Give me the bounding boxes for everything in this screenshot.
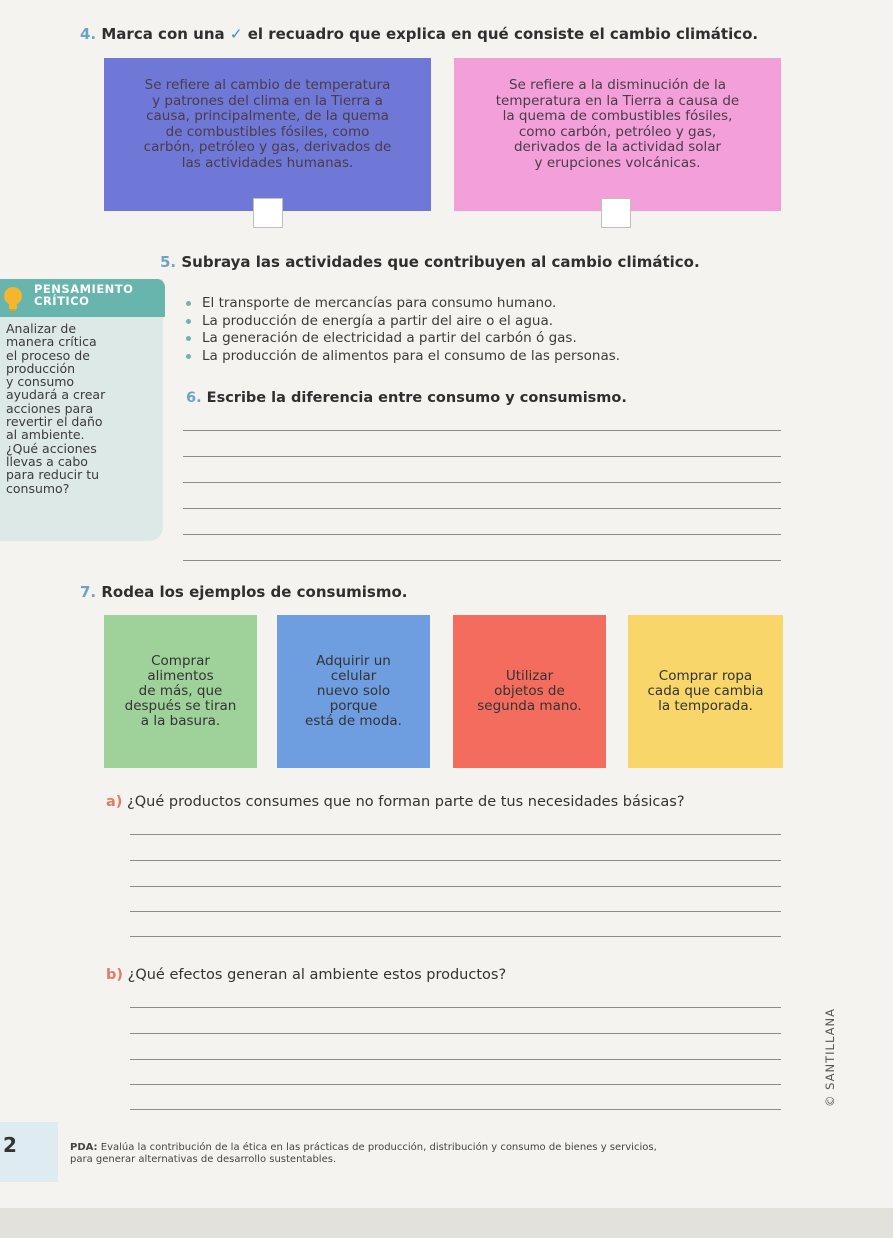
card-text-line: Comprar ropa: [658, 668, 753, 684]
card-text-line: porque: [329, 698, 378, 714]
pda-text: para generar alternativas de desarrollo sustentables.: [70, 1154, 337, 1165]
answer-line[interactable]: [130, 886, 781, 887]
critical-thinking-title: [34, 283, 133, 307]
consumption-card-second-hand[interactable]: [453, 615, 606, 768]
lightbulb-icon: [2, 286, 24, 312]
answer-line[interactable]: [130, 860, 781, 861]
question-number: 4.: [80, 25, 97, 43]
list-item[interactable]: La producción de alimentos para el consumo de las personas.: [186, 348, 620, 366]
option-text-line: Se refiere al cambio de temperatura: [144, 77, 391, 93]
answer-line[interactable]: [183, 534, 781, 535]
card-text-line: nuevo solo: [316, 683, 391, 699]
option-text-line: derivados de la actividad solar: [513, 139, 722, 155]
sub-question-b: [106, 967, 506, 983]
critical-thinking-body: [6, 322, 161, 495]
option-text-line: temperatura en la Tierra a causa de: [495, 92, 740, 109]
card-text-line: está de moda.: [305, 713, 402, 729]
body-line: revertir el daño: [6, 414, 103, 430]
question-text: Marca con una: [101, 25, 225, 43]
copyright: © SANTILLANA: [823, 1008, 837, 1107]
card-text-line: celular: [330, 668, 377, 684]
question-text: Rodea los ejemplos de consumismo.: [101, 583, 408, 601]
title-line: CRÍTICO: [34, 294, 90, 308]
list-item[interactable]: El transporte de mercancías para consumo humano.: [186, 295, 620, 313]
answer-line[interactable]: [130, 936, 781, 937]
card-text-line: la temporada.: [658, 698, 753, 714]
sub-question-a: [106, 794, 685, 810]
option-card-climate-change: [104, 58, 431, 211]
page-number: 2: [3, 1133, 17, 1157]
option-text-line: y patrones del clima en la Tierra a: [152, 92, 383, 109]
question-number: 6.: [186, 390, 202, 406]
body-line: el proceso de: [6, 347, 90, 363]
body-line: producción: [6, 360, 76, 376]
sub-question-text: ¿Qué productos consumes que no forman parte de tus necesidades básicas?: [127, 794, 685, 810]
checkbox-option-1[interactable]: [253, 198, 283, 228]
sub-question-text: ¿Qué efectos generan al ambiente estos productos?: [127, 967, 507, 983]
question-text: Subraya las actividades que contribuyen al cambio climático.: [181, 253, 700, 271]
body-line: al ambiente.: [6, 427, 85, 443]
body-line: manera crítica: [6, 334, 97, 350]
question-4-title: [80, 25, 758, 43]
body-line: acciones para: [6, 400, 94, 416]
card-text-line: de más, que: [138, 683, 223, 699]
answer-line[interactable]: [183, 560, 781, 561]
body-line: y consumo: [6, 374, 75, 390]
pda-footnote: [70, 1142, 657, 1166]
title-line: PENSAMIENTO: [34, 282, 134, 296]
answer-line[interactable]: [183, 456, 781, 457]
checkbox-option-2[interactable]: [601, 198, 631, 228]
body-line: Analizar de: [6, 321, 77, 336]
card-text-line: Adquirir un: [316, 653, 391, 669]
check-mark-icon: ✓: [229, 25, 243, 43]
question-text: el recuadro que explica en qué consiste el cambio climático.: [247, 25, 759, 43]
answer-line[interactable]: [183, 430, 781, 431]
footer-band: [0, 1208, 893, 1238]
option-text-line: de combustibles fósiles, como: [165, 123, 370, 140]
card-text-line: cada que cambia: [647, 683, 764, 699]
body-line: llevas a cabo: [6, 453, 88, 469]
body-line: consumo?: [6, 480, 70, 496]
option-text-line: las actividades humanas.: [181, 154, 354, 171]
answer-line[interactable]: [130, 1109, 781, 1110]
pda-label: PDA:: [70, 1142, 98, 1153]
consumption-card-cellphone[interactable]: [277, 615, 430, 768]
body-line: ¿Qué acciones: [6, 440, 97, 456]
card-text-line: Comprar: [151, 653, 210, 669]
card-text-line: después se tiran: [124, 698, 237, 714]
answer-line[interactable]: [130, 1059, 781, 1060]
answer-line[interactable]: [130, 834, 781, 835]
answer-line[interactable]: [130, 1033, 781, 1034]
question-5-title: [160, 253, 700, 271]
card-text-line: a la basura.: [140, 713, 221, 729]
pda-text: Evalúa la contribución de la ética en las prácticas de producción, distribución y consumo de bienes y servicios,: [100, 1142, 657, 1153]
consumption-card-clothes[interactable]: [628, 615, 783, 768]
answer-line[interactable]: [130, 1084, 781, 1085]
answer-line[interactable]: [183, 508, 781, 509]
option-card-temperature-decrease: [454, 58, 781, 211]
sub-question-letter: a): [106, 794, 123, 810]
option-text-line: carbón, petróleo y gas, derivados de: [143, 139, 392, 155]
option-text-line: la quema de combustibles fósiles,: [502, 108, 733, 124]
option-text-line: como carbón, petróleo y gas,: [518, 123, 717, 140]
list-item[interactable]: La generación de electricidad a partir del carbón ó gas.: [186, 330, 620, 348]
question-number: 5.: [160, 253, 177, 271]
card-text-line: segunda mano.: [477, 698, 582, 714]
activity-list: [186, 295, 620, 365]
question-text: Escribe la diferencia entre consumo y consumismo.: [206, 390, 627, 406]
option-text-line: causa, principalmente, de la quema: [146, 108, 389, 124]
answer-line[interactable]: [130, 911, 781, 912]
card-text-line: alimentos: [147, 668, 214, 684]
body-line: ayudará a crear: [6, 387, 106, 403]
question-7-title: [80, 583, 407, 601]
card-text-line: Utilizar: [505, 668, 554, 684]
answer-line[interactable]: [183, 482, 781, 483]
answer-line[interactable]: [130, 1007, 781, 1008]
sub-question-letter: b): [106, 967, 124, 983]
list-item[interactable]: La producción de energía a partir del aire o el agua.: [186, 313, 620, 331]
question-number: 7.: [80, 583, 97, 601]
consumption-card-food[interactable]: [104, 615, 257, 768]
card-text-line: objetos de: [494, 683, 565, 699]
option-text-line: y erupciones volcánicas.: [534, 154, 701, 171]
question-6-title: [186, 390, 627, 406]
body-line: para reducir tu: [6, 467, 100, 483]
option-text-line: Se refiere a la disminución de la: [508, 77, 727, 93]
